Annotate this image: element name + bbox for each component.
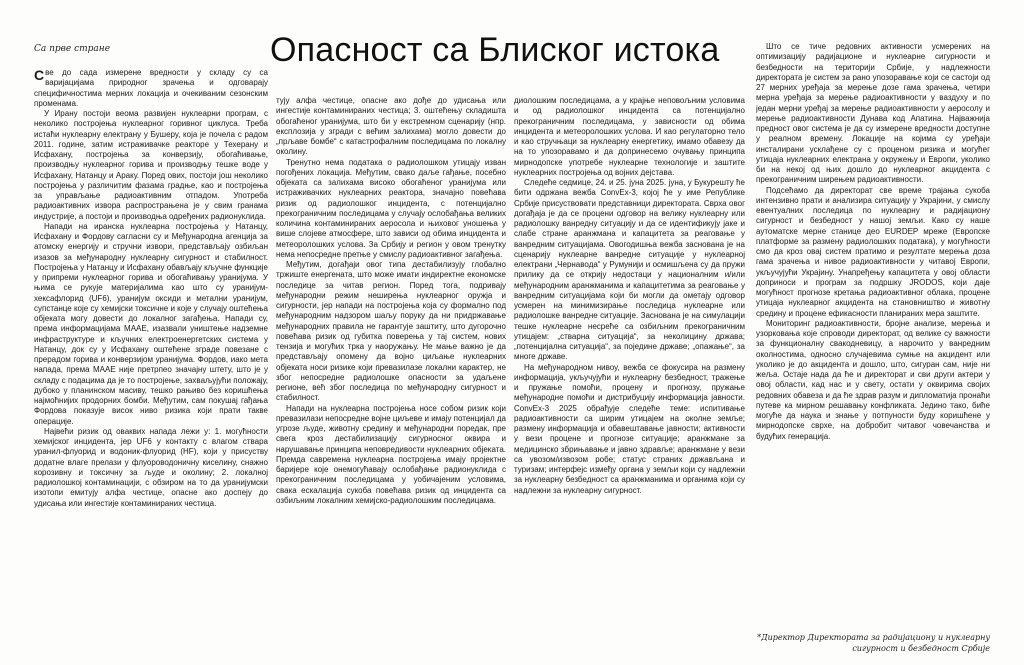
paragraph: Тренутно нема података о радиолошком утицају изван погођених локација. Међутим, свако даље гађање, посебно објеката са залихама високо обогаћеног уранијума или истраживачких нуклеарних реактора, значајно повећава ризик од радиолошког инцидента, с потенцијално прекограничним последицама у случају ослобађања великих количина контаминираних аеросола и њиховог уношења у више слојеве атмосфере, што зависи од обима инцидента и метеоролошких услова. За Србију и регион у овом тренутку нема непосредне претње у смислу радиоактивног загађења. [276, 157, 506, 259]
paragraph: Мониторинг радиоактивности, бројне анализе, мерења и узорковања које спроводи директорат, од велике су важности за функционалну свакодневицу, а нарочито у ванредним околностима, односно случајевима сумње на акцидент или уколико је до акцидента и дошло, што, сигуран сам, није ни жеља. Остаје нада да ће и директорат и сви други актери у овој области, кад нас и у свету, остати у оквирима својих редовних обавеза и да ће здрав разум и дипломатија пронаћи путеве ка мирном решавању конфликата. Једино тако, биће могуће да наука и знање у потпуности буду коришћене у мирнодопске сврхе, на добробит читавог човечанства и будућих генерација. [756, 318, 990, 441]
paragraph: Највећи ризик од оваквих напада лежи у: 1. могућности хемијског инцидента, јер UF6 у контакту с влагом ствара уранил-флуорид и водоник-флуорид (HF), који у присуству додатне влаге прелази у флуороводоничну киселину, снажно корозивну и токсичну за људе и околину; 2. локалној радиолошкој контаминацији, с обзиром на то да уранијумски изотопи емитују алфа честице, опасне ако доспеју до удисања или ингестије контаминираних честица. [34, 426, 268, 508]
paragraph: Подсећамо да директорат све време трајања сукоба интензивно прати и анализира ситуацију у Украјини, у смислу евентуалних последица по нуклеарну и радијациону сигурност и безбедност у нашој земљи. Како су наше аутоматске мерне станице део EURDEP мреже (Европске платформе за размену радиолошких података), у могућности смо да кроз овај систем пратимо и резултате мерења доза гама зрачења и нивое радиоактивности у читавој Европи, укључујући Украјину. Унапређењу капацитета у овој области доприноси и програм за подршку JRODOS, који даје могућност прогнозе кретања радиоактивног облака, процене утицаја нуклеарног акцидента на становништво и животну средину и процене ефикасности планираних мера заштите. [756, 185, 990, 318]
paragraph: Напади на иранска нуклеарна постројења у Натанцу, Исфахану и Фордову сагласни су и Међународна агенција за атомску енергију и стручни извори, представљају озбиљан изазов за међународну нуклеарну сигурност и стабилност. Постројења у Натанцу и Исфахану обављају кључне функције у припреми нуклеарног горива и обогаћивању уранијума. У њима се рукује материјалима као што су уранијум-хексафлорид (UF6), уранијум оксиди и метални уранијум, супстанце које су хемијски токсичне и које у случају оштећења објеката могу довести до локалног загађења. Напади су, према информацијама МААЕ, изазвали уништење надземне инфраструктуре и кључних електроенергетских система у Натанцу, док су у Исфахану оштећене зграде повезане с прерадом горива и конверзијом уранијума. Фордов, иако мета напада, према МААЕ није претрпео значајну штету, што је у складу с подацима да је то постројење, захваљујући положају, дубоко у планинском масиву, тешко рањиво без коришћења најмоћнијих продорних бомби. Међутим, сам покушај гађања Фордова показује висок ниво ризика који прати такве операције. [34, 221, 268, 426]
paragraph: Напади на нуклеарна постројења носе собом ризик који превазилази непосредне војне циљеве и имају потенцијал да угрозе људе, животну средину и међународни поредак, пре свега кроз дестабилизацију сигурносног оквира и нарушавање принципа неповредивости нуклеарних објеката. Премда савремена нуклеарна постројења имају пројектне баријере које онемогућавају ослобађање радионуклида с прекограничним последицама у уобичајеним условима, свака ескалација сукоба повећава ризик од инцидента са озбиљним локалним хемијско-радиолошким последицама. [276, 403, 506, 505]
article-column-4 [756, 42, 990, 614]
article-headline: Опасност са Блиског истока [270, 31, 720, 69]
paragraph: У Ирану постоји веома развијен нуклеарни програм, с неколико постројења нуклеарног горивног циклуса. Треба истаћи нуклеарну електрану у Бушеру, која је почела с радом 2011. године, затим истраживачке реакторе у Техерану и Исфахану, постројења за конверзију, обогаћивање, производњу нуклеарног горива и производњу тешке воде у Исфахану, Натанцу и Араку. Поред ових, постоји још неколико постројења у различитим фазама градње, као и постројења за управљање радиоактивним отпадом. Употреба радиоактивних извора распрострањена је у свим гранама индустрије, а постоји и производња одређених радионуклида. [34, 109, 268, 221]
section-kicker: Са прве стране [34, 44, 111, 54]
paragraph: Што се тиче редовних активности усмерених на оптимизацију радијационе и нуклеарне сигурности и безбедности на територији Србије, у надлежности директората је систем за рано упозоравање који се састоји од 27 мерних уређаја за мерење дозе гама зрачења, четири мерна уређаја за мерење радиоактивности у ваздуху и по један мерни уређај за мерење радиоактивности у аеросолу и мерење радиоактивности Дунава код Апатина. Најважнија предност овог система је да су измерене вредности доступне у реалном времену. Локације на којима су уређаји инсталирани усклађене су с проценом ризика и могућег утицаја нуклеарних електрана у окружењу и Европи, уколико би на некој од њих дошло до нуклеарног акцидента с прекограничним ширењем радиоактивности. [756, 42, 990, 185]
article-column-3 [514, 96, 745, 658]
paragraph: тују алфа честице, опасне ако дође до удисања или ингестије контаминираних честица; 3. оштећењу складишта обогаћеног уранијума, што би у екстремном сценарију (нпр. експлозија у згради с већим залихама) могло довести до „прљаве бомбе“ с катастрофалним последицама по локалну околину. [276, 96, 506, 157]
article-column-1 [34, 68, 268, 658]
author-signature: *Директор Директората за радијациону и нуклеарну сигурност и безбедност Србије [757, 633, 990, 653]
paragraph: Међутим, догађаји овог типа дестабилизују глобално тржиште енергената, што може имати индиректне економске последице за читав регион. Поред тога, подривају међународни режим неширења нуклеарног оружја и сигурности, јер напади на постројења која су формално под међународним надзором шаљу поруку да ни придржавање међународних правила не гарантује заштиту, што дугорочно повећава ризик од губитка поверења у тај систем, нових тензија и могућих трка у наоружању. Не мање важно је да представљају опомену да војно циљање нуклеарних објеката носи ризике који превазилазе локални карактер, не због непосредне радиолошке опасности за удаљене регионе, већ због последица по међународну сигурност и стабилност. [276, 260, 506, 403]
article-column-2 [276, 96, 506, 658]
paragraph: диолошким последицама, а у крајње неповољним условима и од радиолошког инцидента са потенцијално прекограничним последицама, у зависности од обима инцидента и метеоролошких услова. И као регулаторно тело и као стручњаци за нуклеарну енергетику, имамо обавезу да на то упозоравамо и да допринесемо очувању принципа мирнодопске употребе нуклеарне технологије и заштите нуклеарних постројења од војних дејстава. [514, 96, 745, 177]
paragraph: Све до сада измерене вредности у складу су са варијацијама природног зрачења и одговарају специфичностима мерних локација и очекиваним сезонским променама. [34, 68, 268, 108]
paragraph: Следеће седмице, 24. и 25. јуна 2025. јуна, у Букурешту ће бити одржана вежба ConvEx-3, којој ће у име Републике Србије присуствовати представници директората. Сврха овог догађаја је да се процени одговор на велику нуклеарну или радиолошку ванредну ситуацију и да се идентификују јаке и слабе стране аранжмана и капацитета за реаговање у ванредним ситуацијама. Овогодишња вежба заснована је на сценарију нуклеарне ванредне ситуације у нуклеарној електрани „Чернавода“ у Румунији и осмишљена су да пружи прилику да се открију недостаци у националним и/или међународним аранжманима и капацитетима за реаговање у ванредним ситуацијама који би могли да ометају одговор усмерен на минимизирање последица нуклеарне или радиолошке ванредне ситуације. Заснована је на симулацији тешке нуклеарне несреће са озбиљним прекограничним утицајем: „стварна ситуација“, за неколицину држава; „потенцијална ситуација“, за поједине државе; „опажање“, за многе државе. [514, 178, 745, 362]
paragraph: На међународном нивоу, вежба се фокусира на размену информација, укључујући и нуклеарну безбедност, тражење и пружање помоћи, процену и прогнозу, пружање међународне помоћи и дистрибуцију информација јавности. ConvEx-3 2025 обрађује следеће теме: испитивање радиоактивности са ширим утицајем на околне земље; размену информација и обавештавање јавности; активности у вези процене и прогнозе ситуације; аранжмане за медицинско збрињавање и јавно здравље; аранжмане у вези са увозом/извозом робе; статус страних држављана и туризам; интерфејс између органа у земљи који су надлежни за нуклеарну безбедност са аранжманима и органима који су надлежни за нуклеарну сигурност. [514, 362, 745, 495]
